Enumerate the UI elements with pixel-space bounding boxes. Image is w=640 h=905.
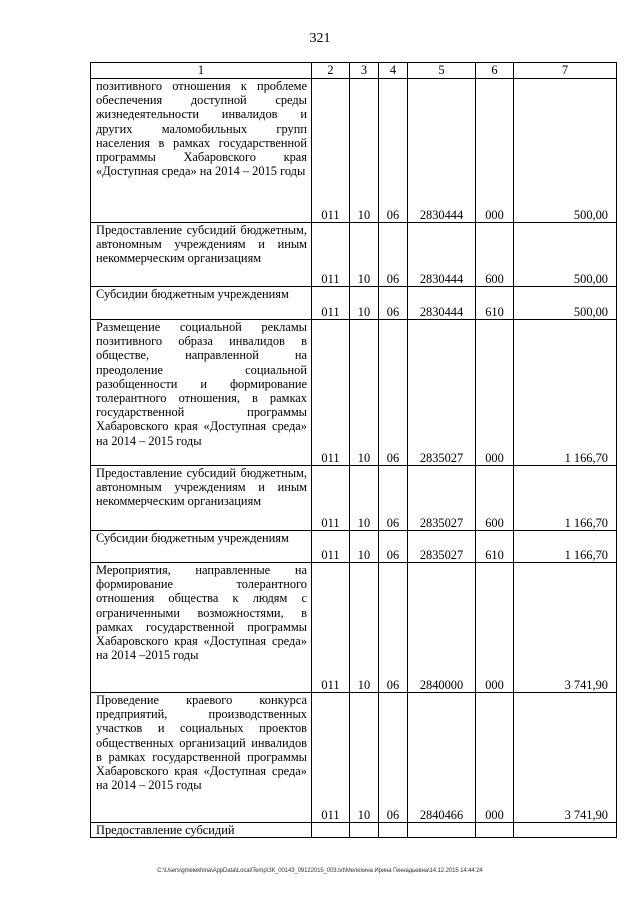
column-header: 3 <box>350 63 379 79</box>
row-subsection: 06 <box>379 223 408 287</box>
row-description: Субсидии бюджетным учреждениям <box>91 287 312 320</box>
row-expense-type: 000 <box>476 320 514 466</box>
table-row <box>91 823 617 838</box>
row-ministry-code: 011 <box>312 563 350 693</box>
row-target-article: 2840000 <box>408 563 476 693</box>
row-target-article: 2835027 <box>408 466 476 531</box>
row-ministry-code: 011 <box>312 223 350 287</box>
row-amount: 500,00 <box>514 79 617 223</box>
row-target-article: 2835027 <box>408 531 476 563</box>
row-target-article: 2830444 <box>408 223 476 287</box>
row-section: 10 <box>350 466 379 531</box>
file-path-footer: C:\Users\gmelekhina\AppData\Local\Temp\ЗК_00143_09122015_003.txt\Мелехина Ирина Геннадьевна\14.12.2015 14:44:24 <box>157 868 483 874</box>
row-description: Предоставление субсидий бюджетным, автономным учреждениям и иным некоммерческим организациям <box>91 223 312 287</box>
row-subsection: 06 <box>379 693 408 823</box>
row-description: Проведение краевого конкурса предприятий, производственных участков и социальных проектов общественных организаций инвалидов в рамках государственной программы Хабаровского края «Доступная среда» на 2014 – 2015 годы <box>91 693 312 823</box>
row-expense-type: 000 <box>476 563 514 693</box>
row-subsection: 06 <box>379 287 408 320</box>
table-row <box>91 79 617 223</box>
row-description: позитивного отношения к проблеме обеспечения доступной среды жизнедеятельности инвалидов и других маломобильных групп населения в рамках государственной программы Хабаровского края «Доступная среда» на 2014 – 2015 годы <box>91 79 312 223</box>
row-ministry-code: 011 <box>312 287 350 320</box>
row-ministry-code: 011 <box>312 531 350 563</box>
row-expense-type <box>476 823 514 838</box>
row-amount <box>514 823 617 838</box>
row-section: 10 <box>350 693 379 823</box>
row-ministry-code: 011 <box>312 693 350 823</box>
row-target-article: 2830444 <box>408 287 476 320</box>
row-ministry-code: 011 <box>312 466 350 531</box>
table-row <box>91 563 617 693</box>
row-subsection: 06 <box>379 563 408 693</box>
column-header: 5 <box>408 63 476 79</box>
row-amount: 500,00 <box>514 287 617 320</box>
row-description: Субсидии бюджетным учреждениям <box>91 531 312 563</box>
row-section: 10 <box>350 320 379 466</box>
row-amount: 500,00 <box>514 223 617 287</box>
row-section: 10 <box>350 531 379 563</box>
table-row <box>91 320 617 466</box>
row-description: Предоставление субсидий бюджетным, автономным учреждениям и иным некоммерческим организациям <box>91 466 312 531</box>
row-subsection: 06 <box>379 320 408 466</box>
row-expense-type: 600 <box>476 466 514 531</box>
row-amount: 1 166,70 <box>514 531 617 563</box>
column-header: 4 <box>379 63 408 79</box>
row-amount: 3 741,90 <box>514 693 617 823</box>
row-expense-type: 610 <box>476 287 514 320</box>
row-expense-type: 000 <box>476 79 514 223</box>
row-section <box>350 823 379 838</box>
row-section: 10 <box>350 79 379 223</box>
row-target-article: 2840466 <box>408 693 476 823</box>
row-subsection <box>379 823 408 838</box>
row-expense-type: 610 <box>476 531 514 563</box>
row-description: Размещение социальной рекламы позитивного образа инвалидов в обществе, направленной на преодоление социальной разобщенности и формирование толерантного отношения, в рамках государственной программы Хабаровского края «Доступная среда» на 2014 – 2015 годы <box>91 320 312 466</box>
row-description: Предоставление субсидий <box>91 823 312 838</box>
row-ministry-code: 011 <box>312 320 350 466</box>
table-row <box>91 287 617 320</box>
row-amount: 1 166,70 <box>514 466 617 531</box>
row-target-article: 2835027 <box>408 320 476 466</box>
row-target-article: 2830444 <box>408 79 476 223</box>
table-row <box>91 466 617 531</box>
row-subsection: 06 <box>379 79 408 223</box>
row-section: 10 <box>350 223 379 287</box>
table-row <box>91 693 617 823</box>
page-number: 321 <box>309 31 331 46</box>
row-target-article <box>408 823 476 838</box>
table-row <box>91 531 617 563</box>
row-section: 10 <box>350 287 379 320</box>
row-expense-type: 000 <box>476 693 514 823</box>
column-header: 7 <box>514 63 617 79</box>
row-amount: 3 741,90 <box>514 563 617 693</box>
row-subsection: 06 <box>379 466 408 531</box>
row-section: 10 <box>350 563 379 693</box>
table-row <box>91 223 617 287</box>
row-expense-type: 600 <box>476 223 514 287</box>
row-subsection: 06 <box>379 531 408 563</box>
row-description: Мероприятия, направленные на формирование толерантного отношения общества к людям с ограниченными возможностями, в рамках государственной программы Хабаровского края «Доступная среда» на 2014 –2015 годы <box>91 563 312 693</box>
row-amount: 1 166,70 <box>514 320 617 466</box>
budget-table <box>90 62 617 838</box>
table-header-row <box>91 63 617 79</box>
column-header: 1 <box>91 63 312 79</box>
row-ministry-code <box>312 823 350 838</box>
column-header: 6 <box>476 63 514 79</box>
row-ministry-code: 011 <box>312 79 350 223</box>
column-header: 2 <box>312 63 350 79</box>
